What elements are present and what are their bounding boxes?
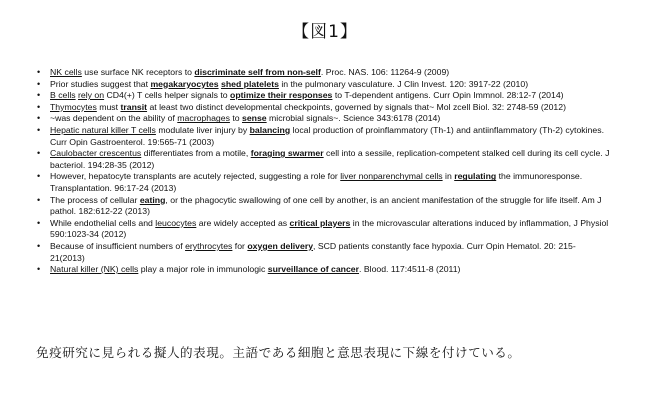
reference-list (36, 67, 610, 276)
reference-text: modulate liver injury by (155, 124, 250, 135)
reference-text: in the microvascular alterations induced by inflammation, J Physiol 590:1023-34 (2012) (50, 217, 609, 240)
subject-phrase: NK cells (50, 67, 82, 77)
reference-text: play a major role in immunologic (138, 264, 268, 275)
subject-phrase: erythrocytes (185, 240, 233, 251)
emphasized-phrase: transit (120, 101, 148, 112)
reference-text: While endothelial cells and (50, 217, 156, 228)
subject-phrase: macrophages (177, 113, 230, 124)
emphasized-phrase: regulating (454, 171, 497, 182)
reference-text: cell into a sessile, replication-competent stalked cell during its cell cycle. J bacteriol. 194:28-35 (2012) (50, 148, 610, 170)
reference-text: to (229, 113, 242, 124)
reference-text: CD4(+) T cells helper signals (104, 90, 218, 101)
figure-title: 【図1】 (292, 22, 358, 42)
reference-item (50, 67, 610, 79)
emphasized-phrase: optimize their responses (230, 90, 333, 101)
emphasized-phrase: shed platelets (220, 78, 279, 89)
reference-item (50, 90, 610, 102)
emphasized-phrase: discriminate self from non-self (194, 67, 321, 77)
emphasized-phrase: sense (242, 113, 267, 124)
reference-item (50, 102, 610, 114)
subject-phrase: Caulobacter crescentus (50, 148, 142, 159)
emphasized-phrase: foraging swarmer (250, 148, 324, 159)
subject-phrase: leucocytes (155, 217, 197, 228)
reference-text: , or the phagocytic swallowing of one cell by another, is an ancient manifestation of the struggle for life itself. Am J pathol. 182:612-22 (2013) (50, 194, 602, 217)
reference-text: use surface NK receptors to (81, 67, 195, 77)
reference-text: , SCD patients constantly face hypoxia. Curr Opin Hematol. 20: 215-21(2013) (50, 240, 576, 263)
emphasized-phrase: megakaryocytes (150, 78, 219, 89)
reference-text: to T-dependent antigens. Curr Opin Immnol. 28:12-7 (2014) (332, 90, 564, 101)
emphasized-phrase: surveillance of cancer (267, 264, 360, 275)
reference-text: must (96, 101, 121, 112)
emphasized-phrase: critical players (289, 217, 351, 228)
reference-item (50, 218, 610, 241)
reference-item (50, 264, 610, 276)
reference-text: for (232, 240, 248, 251)
reference-item (50, 195, 610, 218)
subject-phrase: B cells (50, 90, 76, 101)
emphasized-phrase: eating (139, 194, 166, 205)
reference-text: . Blood. 117:4511-8 (2011) (359, 264, 461, 275)
reference-text: are widely accepted as (196, 217, 290, 228)
reference-text: the immunoresponse. Transplantation. 96:17-24 (2013) (50, 171, 583, 193)
emphasized-phrase: balancing (249, 124, 291, 135)
subject-phrase: Natural killer (NK) cells (50, 264, 139, 275)
reference-text: to (217, 90, 231, 101)
reference-text: local production of proinflammatory (Th-1) and antiinflammatory (Th-2) cytokines. Curr Opin Gastroenterol. 19:565-71 (2003) (50, 124, 604, 147)
reference-text: differentiates from a motile, (141, 148, 251, 159)
reference-text: ~was dependent on the ability of (50, 113, 178, 124)
reference-text: The process of cellular (50, 194, 140, 205)
figure-caption: 免疫研究に見られる擬人的表現。主語である細胞と意思表現に下線を付けている。 (36, 345, 521, 360)
reference-item (50, 113, 610, 125)
reference-text: at least two distinct developmental checkpoints, governed by signals that~ Mol zcell Biol. 32: 2748-59 (2012) (147, 101, 566, 112)
reference-item (50, 171, 610, 194)
reference-text: microbial signals~. Science 343:6178 (2014) (266, 113, 441, 124)
reference-text: However, hepatocyte transplants are acutely rejected, suggesting a role for (50, 171, 341, 182)
reference-text: . Proc. NAS. 106: 11264-9 (2009) (320, 67, 450, 77)
subject-phrase: Hepatic natural killer T cells (50, 124, 156, 135)
reference-item (50, 241, 610, 264)
reference-text: in the pulmonary vasculature. J Clin Invest. 120: 3917-22 (2010) (278, 78, 529, 89)
subject-phrase: liver nonparenchymal cells (340, 171, 443, 182)
emphasized-phrase: oxygen delivery (247, 240, 314, 251)
reference-text: in (442, 171, 455, 182)
subject-phrase: rely on (78, 90, 105, 101)
reference-text: Prior studies suggest that (50, 78, 151, 89)
reference-item (50, 125, 610, 148)
reference-item (50, 79, 610, 91)
reference-item (50, 148, 610, 171)
reference-text: Because of insufficient numbers of (50, 240, 186, 251)
subject-phrase: Thymocytes (50, 101, 97, 112)
